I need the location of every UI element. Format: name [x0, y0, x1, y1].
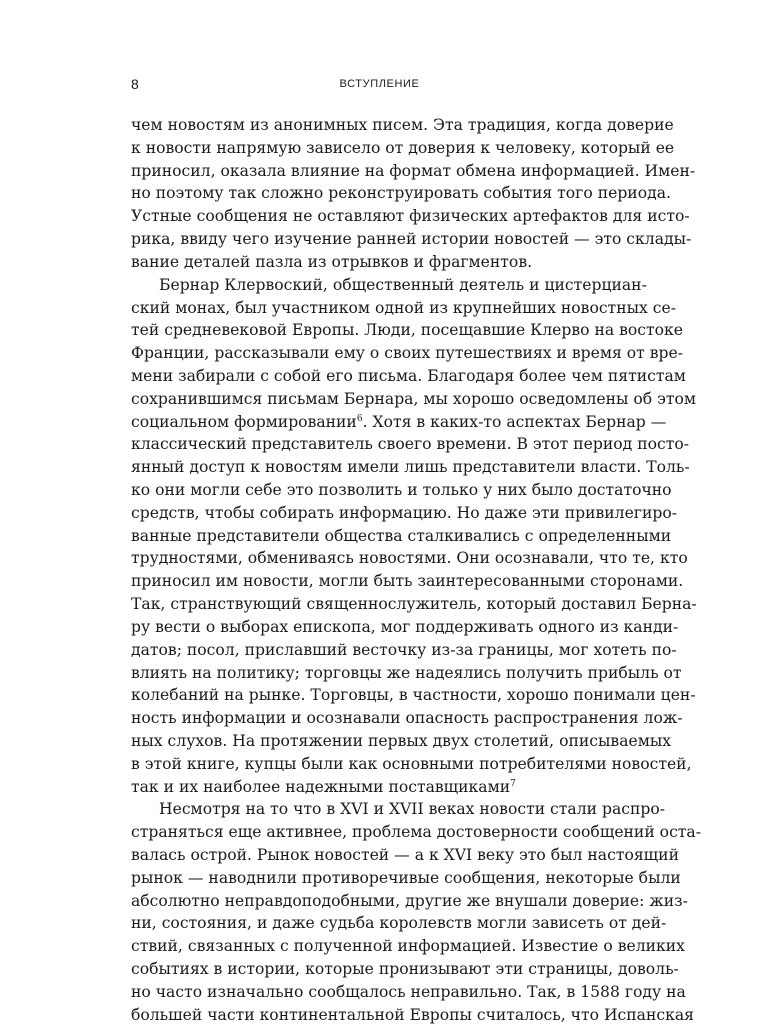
- footnote-mark[interactable]: 7: [510, 778, 516, 789]
- text-line: ни, состояния, и даже судьба королевств могли зависеть от дей-: [131, 914, 667, 933]
- text-line: большей части континентальной Европы считалось, что Испанская: [131, 1005, 694, 1024]
- text-line: приносил им новости, могли быть заинтересованными сторонами.: [131, 572, 684, 591]
- page-number: 8: [131, 76, 139, 92]
- text-line: янный доступ к новостям имели лишь представители власти. Толь-: [131, 458, 690, 477]
- text-line: влиять на политику; торговцы же надеялись получить прибыль от: [131, 663, 682, 682]
- text-fragment: . Хотя в каких-то аспектах Бернар —: [362, 412, 667, 431]
- text-line: средств, чтобы собирать информацию. Но даже эти привилегиро-: [131, 503, 677, 522]
- text-line: в этой книге, купцы были как основными потребителями новостей,: [131, 754, 692, 773]
- text-line: датов; посол, приславший весточку из-за границы, мог хотеть по-: [131, 640, 677, 659]
- text-line: Так, странствующий священнослужитель, который доставил Берна-: [131, 595, 697, 614]
- text-line: мени забирали с собой его письма. Благодаря более чем пятистам: [131, 366, 686, 385]
- text-line: Франции, рассказывали ему о своих путешествиях и время от вре-: [131, 344, 684, 363]
- text-line: тей средневековой Европы. Люди, посещавшие Клерво на востоке: [131, 321, 684, 340]
- text-line: приносил, оказала влияние на формат обмена информацией. Имен-: [131, 161, 696, 180]
- text-line: абсолютно неправдоподобными, другие же внушали доверие: жиз-: [131, 891, 688, 910]
- text-line: рика, ввиду чего изучение ранней истории новостей — это склады-: [131, 230, 692, 249]
- text-line-with-footnote: [131, 776, 626, 799]
- text-line: колебаний на рынке. Торговцы, в частности, хорошо понимали цен-: [131, 686, 696, 705]
- text-line: ко они могли себе это позволить и только у них было достаточно: [131, 481, 672, 499]
- text-line: но поэтому так сложно реконструировать события того периода.: [131, 184, 671, 203]
- text-line: рынок — наводнили противоречивые сообщения, некоторые были: [131, 868, 681, 887]
- text-line: валась острой. Рынок новостей — а к XVI веку это был настоящий: [131, 846, 679, 864]
- text-line: ность информации и осознавали опасность распространения лож-: [131, 709, 683, 728]
- text-line-with-footnote: [131, 411, 667, 434]
- text-line: событиях в истории, которые пронизывают эти страницы, доволь-: [131, 960, 679, 979]
- text-line: Устные сообщения не оставляют физических артефактов для исто-: [131, 207, 690, 226]
- text-fragment: социальном формировании: [131, 412, 357, 431]
- text-line: к новости напрямую зависело от доверия к человеку, который ее: [131, 138, 675, 157]
- running-head: ВСТУПЛЕНИЕ: [339, 78, 420, 90]
- text-line: классический представитель своего времени. В этот период посто-: [131, 435, 689, 454]
- paragraph-first-line: Бернар Клервоский, общественный деятель и цистерциан-: [159, 275, 647, 294]
- body-text: [131, 114, 701, 1027]
- text-line: ствий, связанных с полученной информацией. Известие о великих: [131, 937, 685, 956]
- paragraph-first-line: Несмотря на то что в XVI и XVII веках новости стали распро-: [159, 800, 666, 819]
- text-line: чем новостям из анонимных писем. Эта традиция, когда доверие: [131, 116, 674, 134]
- text-line: ных слухов. На протяжении первых двух столетий, описываемых: [131, 731, 672, 750]
- text-line: трудностями, обмениваясь новостями. Они осознавали, что те, кто: [131, 549, 688, 568]
- text-line: ский монах, был участником одной из крупнейших новостных се-: [131, 298, 676, 317]
- text-line: ванные представители общества сталкивались с определенными: [131, 526, 672, 545]
- text-line: ру вести о выборах епископа, мог поддерживать одного из канди-: [131, 617, 679, 636]
- text-line: вание деталей пазла из отрывков и фрагментов.: [131, 252, 533, 271]
- footnote-mark[interactable]: 6: [356, 413, 363, 424]
- text-line: страняться еще активнее, проблема достоверности сообщений оста-: [131, 823, 701, 842]
- text-fragment: так и их наиболее надежными поставщиками: [131, 777, 511, 796]
- text-line: сохранившимся письмам Бернара, мы хорошо осведомлены об этом: [131, 389, 697, 408]
- text-line: но часто изначально сообщалось неправильно. Так, в 1588 году на: [131, 982, 686, 1001]
